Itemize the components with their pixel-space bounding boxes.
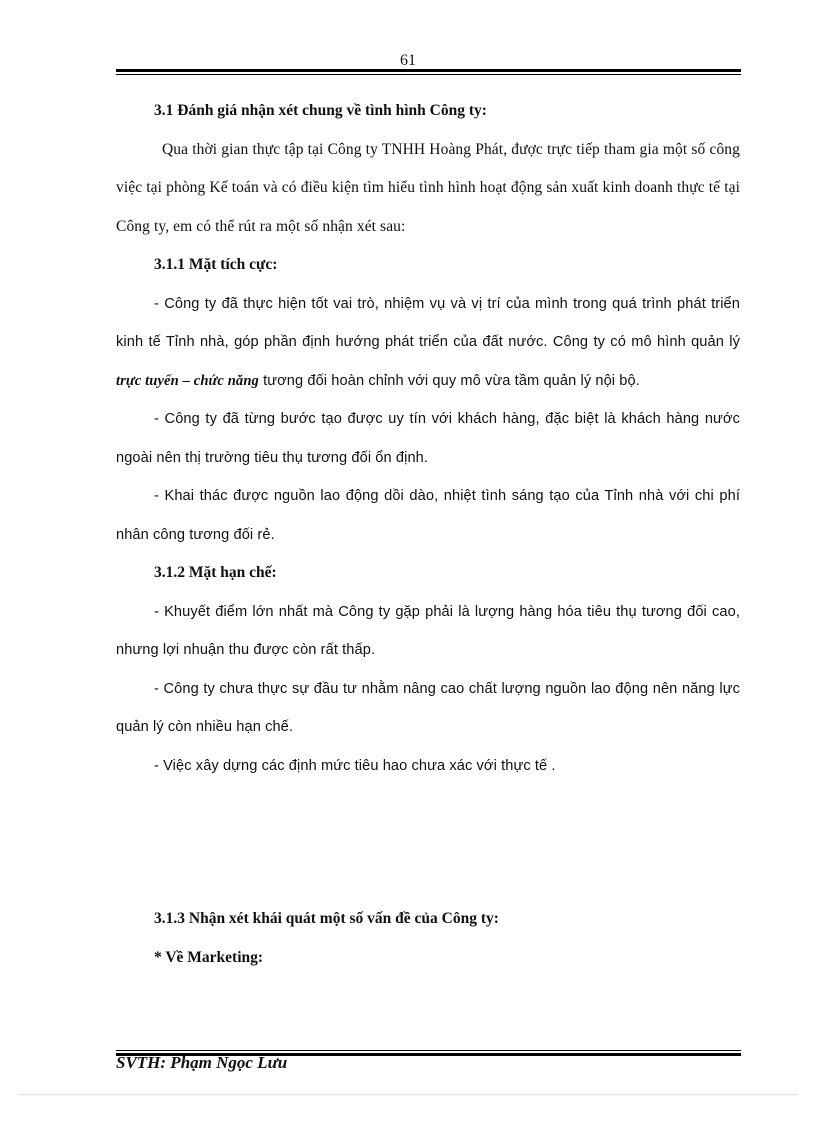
spacer [116,785,740,900]
page-edge-divider [20,1094,796,1095]
paragraph: - Công ty đã từng bước tạo được uy tín với khách hàng, đặc biệt là khách hàng nước ngoài nên thị trường tiêu thụ tương đối ổn định. [116,411,740,466]
paragraph: - Khuyết điểm lớn nhất mà Công ty gặp phải là lượng hàng hóa tiêu thụ tương đối cao, nhưng lợi nhuận thu được còn rất thấp. [116,603,740,658]
paragraph: - Khai thác được nguồn lao động dồi dào, nhiệt tình sáng tạo của Tỉnh nhà với chi phí nhân công tương đối rẻ. [116,488,740,543]
section-heading: 3.1 Đánh giá nhận xét chung về tình hình Công ty: [154,102,487,119]
paragraph: - Công ty chưa thực sự đầu tư nhằm nâng cao chất lượng nguồn lao động nên năng lực quản lý còn nhiều hạn chế. [116,680,740,735]
subsection-heading: 3.1.2 Mặt hạn chế: [154,564,277,581]
topic-heading: * Về Marketing: [154,948,264,966]
paragraph-text: tương đối hoàn chỉnh với quy mô vừa tầm quản lý nội bộ. [258,372,640,389]
page-number: 61 [400,52,416,69]
paragraph-text: - Công ty đã thực hiện tốt vai trò, nhiệm vụ và vị trí của mình trong quá trình phát triển kinh tế Tỉnh nhà, góp phần định hướng phát triển của đất nước. Công ty có mô hình quản lý [116,295,740,350]
emphasis-text: trực tuyến – chức năng [116,372,259,389]
subsection-heading: 3.1.3 Nhận xét khái quát một số vấn đề của Công ty: [154,910,499,927]
paragraph [116,285,740,401]
paragraph: - Việc xây dựng các định mức tiêu hao chưa xác với thực tế . [154,757,556,774]
subsection-heading: 3.1.1 Mặt tích cực: [154,256,278,273]
footer-author: SVTH: Phạm Ngọc Lưu [116,1053,288,1072]
intro-paragraph: Qua thời gian thực tập tại Công ty TNHH Hoàng Phát, được trực tiếp tham gia một số công việc tại phòng Kế toán và có điều kiện tìm hiểu tình hình hoạt động sản xuất kinh doanh thực tế tại Công ty, em có thể rút ra một số nhận xét sau: [116,140,740,235]
header-rule [116,69,741,76]
document-body [116,92,740,977]
